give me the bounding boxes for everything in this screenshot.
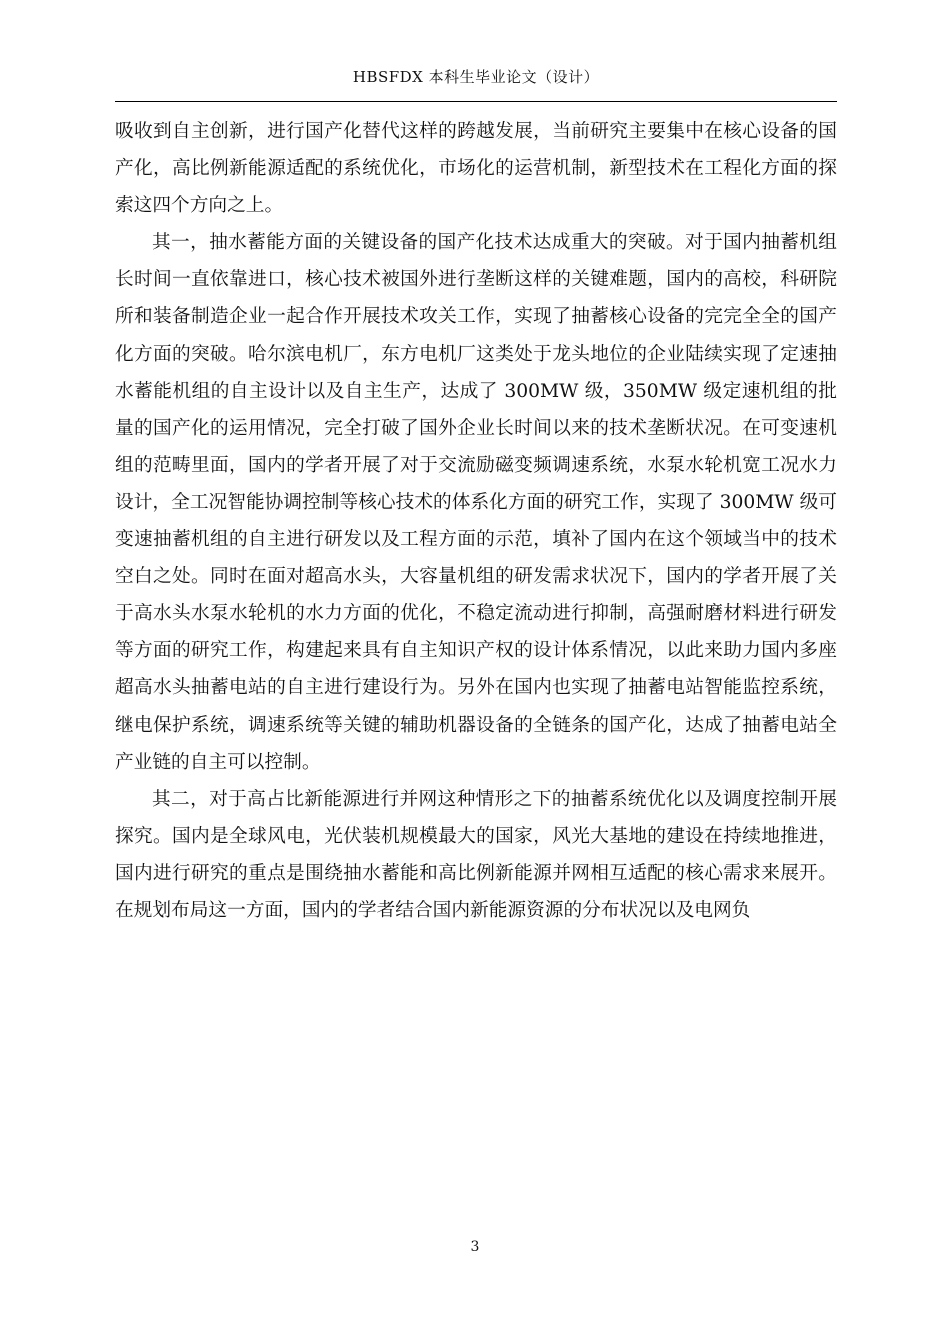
paragraph-continuation: 吸收到自主创新，进行国产化替代这样的跨越发展，当前研究主要集中在核心设备的国产化，高比例新能源适配的系统优化，市场化的运营机制，新型技术在工程化方面的探索这四个方向之上。 (115, 121, 837, 217)
body-text (115, 113, 837, 929)
page-number: 3 (470, 1239, 480, 1255)
page-header-title: HBSFDX 本科生毕业论文（设计） (352, 68, 600, 86)
header-divider (115, 101, 837, 102)
paragraph-key-equipment: 其一，抽水蓄能方面的关键设备的国产化技术达成重大的突破。对于国内抽蓄机组长时间一直依靠进口，核心技术被国外进行垄断这样的关键难题，国内的高校，科研院所和装备制造企业一起合作开展技术攻关工作，实现了抽蓄核心设备的完完全全的国产化方面的突破。哈尔滨电机厂，东方电机厂这类处于龙头地位的企业陆续实现了定速抽水蓄能机组的自主设计以及自主生产，达成了 300MW 级，350MW 级定速机组的批量的国产化的运用情况，完全打破了国外企业长时间以来的技术垄断状况。在可变速机组的范畴里面，国内的学者开展了对于交流励磁变频调速系统，水泵水轮机宽工况水力设计，全工况智能协调控制等核心技术的体系化方面的研究工作，实现了 300MW 级可变速抽蓄机组的自主进行研发以及工程方面的示范，填补了国内在这个领域当中的技术空白之处。同时在面对超高水头，大容量机组的研发需求状况下，国内的学者开展了关于高水头水泵水轮机的水力方面的优化，不稳定流动进行抑制，高强耐磨材料进行研发等方面的研究工作，构建起来具有自主知识产权的设计体系情况，以此来助力国内多座超高水头抽蓄电站的自主进行建设行为。另外在国内也实现了抽蓄电站智能监控系统，继电保护系统，调速系统等关键的辅助机器设备的全链条的国产化，达成了抽蓄电站全产业链的自主可以控制。 (115, 232, 837, 773)
paragraph-renewable-integration: 其二，对于高占比新能源进行并网这种情形之下的抽蓄系统优化以及调度控制开展探究。国内是全球风电，光伏装机规模最大的国家，风光大基地的建设在持续地推进，国内进行研究的重点是围绕抽水蓄能和高比例新能源并网相互适配的核心需求来展开。在规划布局这一方面，国内的学者结合国内新能源资源的分布状况以及电网负 (115, 788, 837, 921)
